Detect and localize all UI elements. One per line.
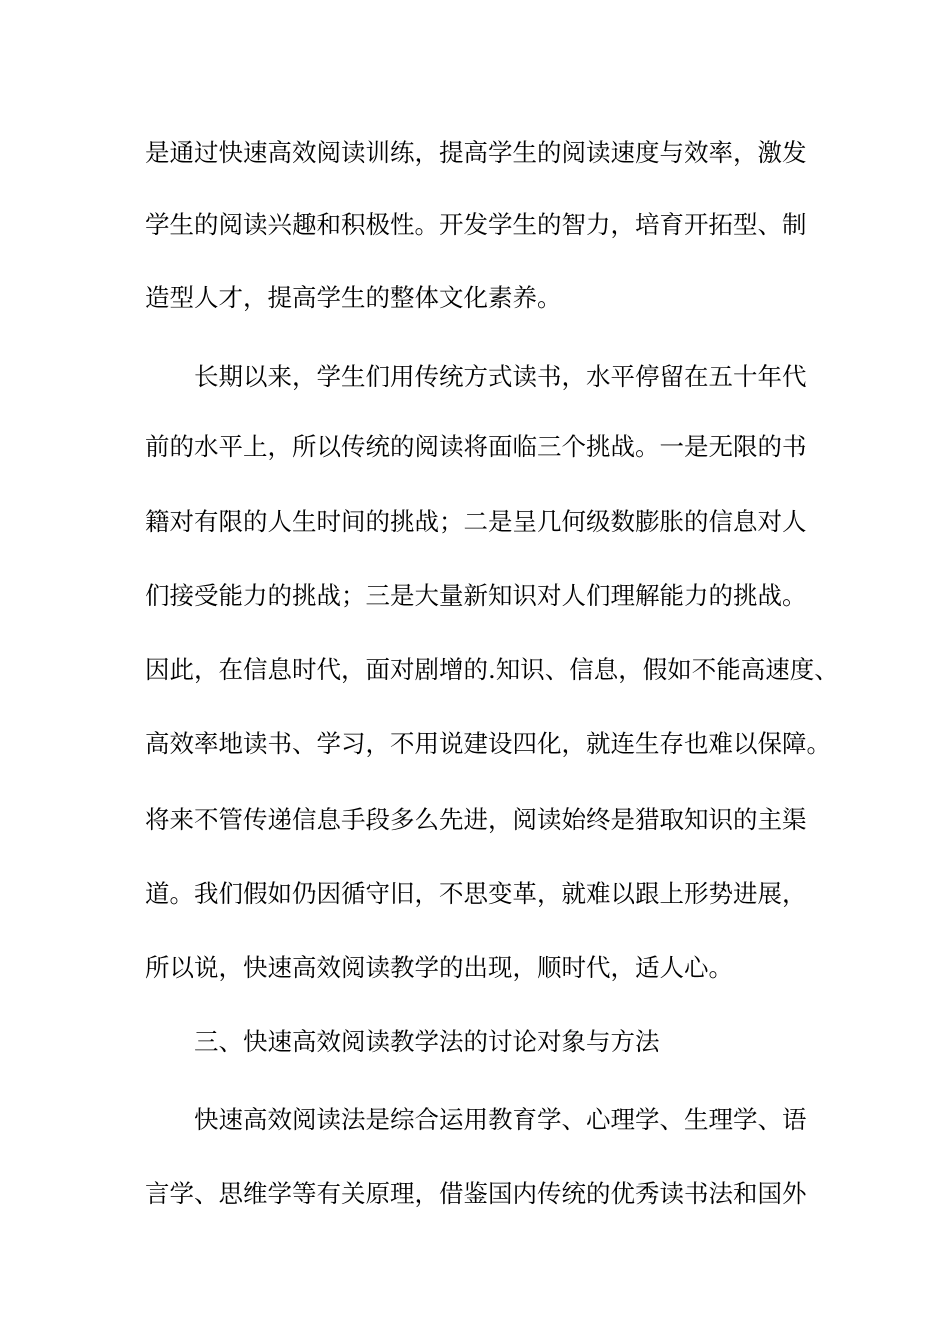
text-line: 因此，在信息时代，面对剧增的.知识、信息，假如不能高速度、	[145, 655, 839, 684]
text-line: 所以说，快速高效阅读教学的出现，顺时代，适人心。	[145, 953, 733, 982]
text-line: 籍对有限的人生时间的挑战；二是呈几何级数膨胀的信息对人	[145, 507, 807, 536]
text-line: 道。我们假如仍因循守旧，不思变革，就难以跟上形势进展，	[145, 879, 807, 908]
text-line: 造型人才，提高学生的整体文化素养。	[145, 283, 562, 312]
text-line: 学生的阅读兴趣和积极性。开发学生的智力，培育开拓型、制	[145, 210, 807, 239]
text-line: 言学、思维学等有关原理，借鉴国内传统的优秀读书法和国外	[145, 1179, 807, 1208]
text-line: 将来不管传递信息手段多么先进，阅读始终是猎取知识的主渠	[145, 805, 807, 834]
text-line: 高效率地读书、学习，不用说建设四化，就连生存也难以保障。	[145, 729, 831, 758]
paragraph-first-line: 快速高效阅读法是综合运用教育学、心理学、生理学、语	[194, 1105, 807, 1134]
paragraph-first-line: 长期以来，学生们用传统方式读书，水平停留在五十年代	[194, 362, 807, 391]
text-line: 前的水平上，所以传统的阅读将面临三个挑战。一是无限的书	[145, 432, 807, 461]
text-line: 是通过快速高效阅读训练，提高学生的阅读速度与效率，激发	[145, 138, 807, 167]
text-line: 们接受能力的挑战；三是大量新知识对人们理解能力的挑战。	[145, 581, 807, 610]
section-heading: 三、快速高效阅读教学法的讨论对象与方法	[194, 1027, 660, 1056]
